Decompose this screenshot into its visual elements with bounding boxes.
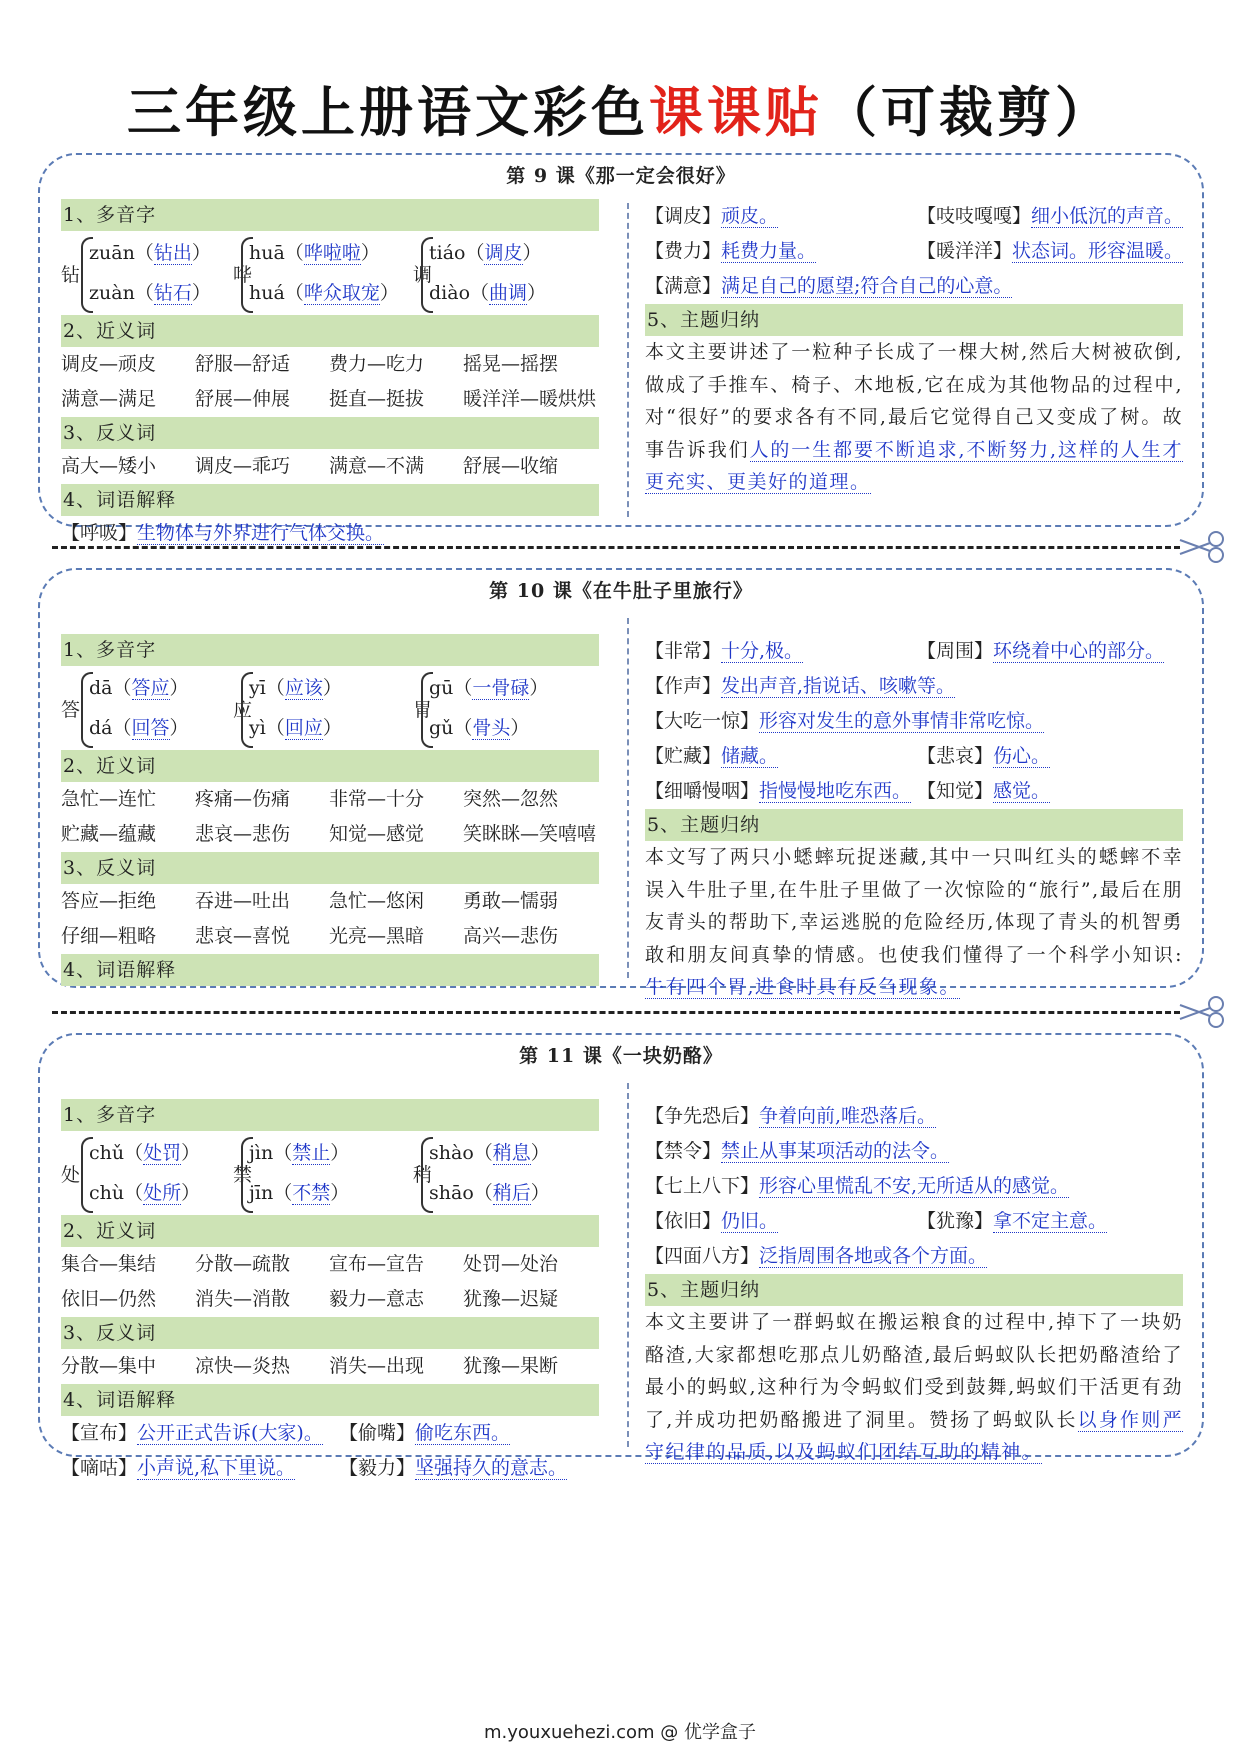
definition-text: 争着向前,唯恐落后。 (759, 1105, 937, 1127)
definition-item (917, 634, 1183, 669)
pinyin: gū（ (429, 677, 473, 699)
bracket-close: ） (530, 1142, 550, 1164)
synonym-row (61, 382, 599, 417)
definition-row (645, 1169, 1183, 1204)
scissors-icon (1176, 530, 1230, 564)
example-word: 答应 (131, 677, 170, 699)
pinyin-line (89, 710, 189, 746)
definition-text: 顽皮。 (721, 205, 779, 227)
definition-text: 拿不定主意。 (993, 1210, 1108, 1232)
example-word: 一骨碌 (472, 677, 530, 699)
definition-term: 【大吃一惊】 (645, 710, 760, 732)
section-header-polyphonic: 1、多音字 (61, 1099, 599, 1131)
example-word: 应该 (284, 677, 323, 699)
definition-row (645, 739, 1183, 774)
definition-term: 【周围】 (917, 640, 994, 662)
example-word: 回答 (131, 717, 170, 739)
definition-text: 指慢慢地吃东西。 (759, 780, 912, 802)
synonym-pair: 笑眯眯—笑嘻嘻 (463, 823, 597, 845)
antonym-pair: 光亮—黑暗 (329, 925, 425, 947)
definition-item (917, 774, 1183, 809)
definition-item (645, 774, 917, 809)
pinyin-line (249, 670, 342, 706)
antonym-pair: 勇敢—懦弱 (463, 890, 559, 912)
pinyin: jìn（ (249, 1142, 293, 1164)
bracket-close: ） (527, 282, 547, 304)
antonym-row (61, 1349, 599, 1384)
definition-item (645, 1099, 936, 1134)
definition-term: 【呼吸】 (61, 522, 138, 544)
example-word: 稍后 (492, 1182, 531, 1204)
pinyin-line (429, 1175, 550, 1211)
definition-term: 【四面八方】 (645, 1245, 760, 1267)
definition-text: 生物体与外界进行气体交换。 (137, 522, 385, 544)
lesson-card-10 (38, 568, 1204, 998)
example-word: 钻出 (153, 242, 192, 264)
definition-text: 环绕着中心的部分。 (993, 640, 1165, 662)
definition-text: 发出声音,指说话、咳嗽等。 (721, 675, 956, 697)
section-header-summary: 5、主题归纳 (645, 304, 1183, 336)
definition-item (917, 234, 1183, 269)
antonym-pair: 仔细—粗略 (61, 925, 157, 947)
synonym-pair: 犹豫—迟疑 (463, 1288, 559, 1310)
polyphonic-block (61, 1131, 599, 1215)
synonym-pair: 宣布—宣告 (329, 1253, 425, 1275)
bracket-close: ） (529, 677, 549, 699)
bracket-close: ） (360, 242, 380, 264)
definition-text: 满足自己的愿望;符合自己的心意。 (721, 275, 1013, 297)
example-word: 稍息 (492, 1142, 531, 1164)
pinyin: dā（ (89, 677, 132, 699)
definition-term: 【犹豫】 (917, 1210, 994, 1232)
definition-row (645, 1239, 1183, 1274)
antonym-row (61, 919, 599, 954)
definition-row (645, 199, 1183, 234)
antonym-pair: 急忙—悠闲 (329, 890, 425, 912)
pinyin-line (429, 1135, 550, 1171)
pinyin-line (89, 1135, 200, 1171)
polyphonic-block (61, 231, 599, 315)
example-word: 骨头 (472, 717, 511, 739)
definition-text: 状态词。形容温暖。 (1012, 240, 1184, 262)
pinyin-line (249, 1135, 349, 1171)
synonym-pair: 非常—十分 (329, 788, 425, 810)
summary-plain: 本文写了两只小蟋蟀玩捉迷藏,其中一只叫红头的蟋蟀不幸误入牛肚子里,在牛肚子里做了一次惊险的“旅行”,最后在朋友青头的帮助下,幸运逃脱的危险经历,体现了青头的机智勇敢和朋友间真挚的情感。也使我们懂得了一个科学小知识: (645, 846, 1183, 966)
definition-term: 【满意】 (645, 275, 722, 297)
column-divider (627, 618, 629, 978)
synonym-pair: 疼痛—伤痛 (195, 788, 291, 810)
polyphonic-char: 答 (61, 699, 81, 721)
synonym-row (61, 817, 599, 852)
antonym-pair: 舒展—收缩 (463, 455, 559, 477)
pinyin: zuàn（ (89, 282, 154, 304)
page-title: 三年级上册语文彩色课课贴（可裁剪） (127, 81, 1113, 144)
pinyin-line (89, 1175, 200, 1211)
pinyin-line (249, 710, 342, 746)
synonym-pair: 舒服—舒适 (195, 353, 291, 375)
bracket-close: ） (322, 717, 342, 739)
definition-item (339, 1416, 597, 1451)
antonym-row (61, 449, 599, 484)
lesson-title: 第 10 课《在牛肚子里旅行》 (489, 580, 753, 602)
pinyin: chǔ（ (89, 1142, 144, 1164)
definition-item (645, 739, 917, 774)
antonym-row (61, 884, 599, 919)
antonym-pair: 高大—矮小 (61, 455, 157, 477)
synonym-pair: 知觉—感觉 (329, 823, 425, 845)
summary-highlight: 牛有四个胃,进食时具有反刍现象。 (645, 976, 961, 998)
synonym-pair: 突然—忽然 (463, 788, 559, 810)
column-divider (627, 203, 629, 517)
polyphonic-char: 钻 (61, 264, 81, 286)
section-header-synonyms: 2、近义词 (61, 1215, 599, 1247)
left-column (61, 634, 599, 986)
right-column (645, 1099, 1183, 1469)
definition-text: 感觉。 (993, 780, 1051, 802)
synonym-pair: 摇晃—摇摆 (463, 353, 559, 375)
section-header-summary: 5、主题归纳 (645, 1274, 1183, 1306)
definition-item (645, 1239, 987, 1274)
definition-row (645, 1099, 1183, 1134)
bracket-close: ） (510, 717, 530, 739)
definition-item (339, 1451, 597, 1486)
example-word: 曲调 (489, 282, 528, 304)
pinyin-line (89, 235, 211, 271)
bracket-close: ） (191, 282, 211, 304)
definition-row (645, 269, 1183, 304)
definition-term: 【贮藏】 (645, 745, 722, 767)
definition-term: 【禁令】 (645, 1140, 722, 1162)
synonym-pair: 集合—集结 (61, 1253, 157, 1275)
summary-highlight: 人的一生都要不断追求,不断努力,这样的人生才更充实、更美好的道理。 (645, 438, 1183, 493)
right-column (645, 199, 1183, 499)
definition-item (61, 1416, 339, 1451)
synonym-pair: 消失—消散 (195, 1288, 291, 1310)
synonym-pair: 贮藏—蕴藏 (61, 823, 157, 845)
definition-term: 【细嚼慢咽】 (645, 780, 760, 802)
antonym-pair: 悲哀—喜悦 (195, 925, 291, 947)
antonym-pair: 调皮—乖巧 (195, 455, 291, 477)
lesson-title: 第 9 课《那一定会很好》 (506, 165, 736, 187)
definition-text: 泛指周围各地或各个方面。 (759, 1245, 988, 1267)
definition-text: 细小低沉的声音。 (1031, 205, 1184, 227)
scissors-icon (1176, 995, 1230, 1029)
definition-text: 禁止从事某项活动的法令。 (721, 1140, 950, 1162)
synonym-pair: 急忙—连忙 (61, 788, 157, 810)
definition-item (645, 634, 917, 669)
antonym-pair: 分散—集中 (61, 1355, 157, 1377)
lesson-card-11 (38, 1033, 1204, 1479)
section-header-definitions: 4、词语解释 (61, 954, 599, 986)
example-word: 禁止 (292, 1142, 331, 1164)
bracket-close: ） (330, 1142, 350, 1164)
right-column (645, 634, 1183, 1004)
definition-text: 耗费力量。 (721, 240, 817, 262)
definition-row (61, 1451, 599, 1486)
example-word: 哗众取宠 (303, 282, 380, 304)
cut-line (52, 1011, 1180, 1014)
pinyin-line (89, 670, 189, 706)
pinyin: shào（ (429, 1142, 493, 1164)
lesson-card-9 (38, 153, 1204, 544)
definition-term: 【暖洋洋】 (917, 240, 1013, 262)
section-header-antonyms: 3、反义词 (61, 852, 599, 884)
example-word: 钻石 (153, 282, 192, 304)
bracket-close: ） (181, 1182, 201, 1204)
polyphonic-block (61, 666, 599, 750)
antonym-pair: 消失—出现 (329, 1355, 425, 1377)
definition-item (61, 1451, 339, 1486)
synonym-row (61, 782, 599, 817)
synonym-pair: 依旧—仍然 (61, 1288, 157, 1310)
bracket-close: ） (522, 242, 542, 264)
definition-term: 【作声】 (645, 675, 722, 697)
example-word: 处所 (143, 1182, 182, 1204)
pinyin-line (429, 670, 548, 706)
definition-row (645, 1134, 1183, 1169)
definition-row (645, 1204, 1183, 1239)
section-header-summary: 5、主题归纳 (645, 809, 1183, 841)
definition-row (61, 1416, 599, 1451)
left-column (61, 199, 599, 551)
pinyin: huá（ (249, 282, 304, 304)
definition-row (645, 634, 1183, 669)
pinyin-line (249, 1175, 349, 1211)
left-column (61, 1099, 599, 1486)
definition-item (645, 269, 1012, 304)
polyphonic-char: 哗 (233, 264, 253, 286)
section-header-synonyms: 2、近义词 (61, 315, 599, 347)
bracket-close: ） (379, 282, 399, 304)
definition-text: 形容对发生的意外事情非常吃惊。 (759, 710, 1045, 732)
definition-row (645, 704, 1183, 739)
pinyin: yì（ (249, 717, 285, 739)
example-word: 不禁 (292, 1182, 331, 1204)
bracket-close: ） (191, 242, 211, 264)
antonym-pair: 吞进—吐出 (195, 890, 291, 912)
pinyin: chù（ (89, 1182, 144, 1204)
definition-text: 伤心。 (993, 745, 1051, 767)
definition-item (645, 704, 1044, 739)
definition-item (917, 739, 1183, 774)
definition-row (645, 234, 1183, 269)
pinyin: yī（ (249, 677, 285, 699)
summary-plain: 本文主要讲述了一粒种子长成了一棵大树,然后大树被砍倒,做成了手推车、椅子、木地板,它在成为其他物品的过程中,对“很好”的要求各有不同,最后它觉得自己又变成了树。故事告诉我们 (645, 341, 1183, 461)
definition-item (645, 1204, 917, 1239)
cut-line (52, 546, 1180, 549)
lesson-title: 第 11 课《一块奶酪》 (519, 1045, 723, 1067)
definition-item (645, 1169, 1069, 1204)
pinyin-line (429, 710, 529, 746)
section-header-antonyms: 3、反义词 (61, 1317, 599, 1349)
antonym-pair: 凉快—炎热 (195, 1355, 291, 1377)
definition-term: 【毅力】 (339, 1457, 416, 1479)
bracket-close: ） (322, 677, 342, 699)
section-header-polyphonic: 1、多音字 (61, 634, 599, 666)
pinyin-line (429, 235, 542, 271)
pinyin: dá（ (89, 717, 132, 739)
definition-term: 【调皮】 (645, 205, 722, 227)
synonym-pair: 悲哀—悲伤 (195, 823, 291, 845)
polyphonic-char: 稍 (413, 1164, 433, 1186)
definition-term: 【知觉】 (917, 780, 994, 802)
definition-item (645, 234, 917, 269)
polyphonic-char: 禁 (233, 1164, 253, 1186)
example-word: 处罚 (143, 1142, 182, 1164)
antonym-pair: 答应—拒绝 (61, 890, 157, 912)
example-word: 调皮 (484, 242, 523, 264)
antonym-pair: 满意—不满 (329, 455, 425, 477)
pinyin: jīn（ (249, 1182, 293, 1204)
synonym-pair: 满意—满足 (61, 388, 157, 410)
definition-item (645, 669, 955, 704)
definition-term: 【偷嘴】 (339, 1422, 416, 1444)
definition-term: 【争先恐后】 (645, 1105, 760, 1127)
polyphonic-char: 应 (233, 699, 253, 721)
synonym-row (61, 347, 599, 382)
definition-row (645, 774, 1183, 809)
synonym-row (61, 1282, 599, 1317)
pinyin: shāo（ (429, 1182, 493, 1204)
bracket-close: ） (181, 1142, 201, 1164)
synonym-row (61, 1247, 599, 1282)
definition-item (645, 199, 917, 234)
definition-term: 【费力】 (645, 240, 722, 262)
definition-term: 【悲哀】 (917, 745, 994, 767)
definition-text: 坚强持久的意志。 (415, 1457, 568, 1479)
definition-term: 【宣布】 (61, 1422, 138, 1444)
summary-plain: 本文主要讲了一群蚂蚁在搬运粮食的过程中,掉下了一块奶酪渣,大家都想吃那点儿奶酪渣,最后蚂蚁队长把奶酪渣给了最小的蚂蚁,这种行为令蚂蚁们受到鼓舞,蚂蚁们干活更有劲了,并成功把奶酪搬进了洞里。赞扬了蚂蚁队长 (645, 1311, 1183, 1431)
synonym-pair: 分散—疏散 (195, 1253, 291, 1275)
antonym-pair: 犹豫—果断 (463, 1355, 559, 1377)
section-header-polyphonic: 1、多音字 (61, 199, 599, 231)
synonym-pair: 毅力—意志 (329, 1288, 425, 1310)
bracket-close: ） (169, 677, 189, 699)
definition-term: 【依旧】 (645, 1210, 722, 1232)
example-word: 哗啦啦 (303, 242, 361, 264)
example-word: 回应 (284, 717, 323, 739)
pinyin: zuān（ (89, 242, 154, 264)
pinyin-line (89, 275, 211, 311)
definition-text: 十分,极。 (721, 640, 804, 662)
section-header-definitions: 4、词语解释 (61, 1384, 599, 1416)
synonym-pair: 费力—吃力 (329, 353, 425, 375)
definition-item (645, 1134, 949, 1169)
pinyin: tiáo（ (429, 242, 485, 264)
pinyin: huā（ (249, 242, 304, 264)
polyphonic-char: 胃 (413, 699, 433, 721)
pinyin-line (249, 275, 399, 311)
bracket-close: ） (530, 1182, 550, 1204)
definition-text: 偷吃东西。 (415, 1422, 511, 1444)
definition-term: 【吱吱嘎嘎】 (917, 205, 1032, 227)
pinyin-line (249, 235, 380, 271)
synonym-pair: 暖洋洋—暖烘烘 (463, 388, 597, 410)
bracket-close: ） (169, 717, 189, 739)
pinyin: diào（ (429, 282, 490, 304)
definition-term: 【非常】 (645, 640, 722, 662)
column-divider (627, 1083, 629, 1447)
definition-text: 公开正式告诉(大家)。 (137, 1422, 323, 1444)
section-header-synonyms: 2、近义词 (61, 750, 599, 782)
summary-text (645, 1306, 1183, 1469)
summary-text (645, 841, 1183, 1004)
synonym-pair: 调皮—顽皮 (61, 353, 157, 375)
definition-item (917, 199, 1183, 234)
footer-credit: m.youxuehezi.com @ 优学盒子 (483, 1722, 756, 1743)
definition-text: 小声说,私下里说。 (137, 1457, 296, 1479)
section-header-antonyms: 3、反义词 (61, 417, 599, 449)
antonym-pair: 高兴—悲伤 (463, 925, 559, 947)
definition-term: 【嘀咕】 (61, 1457, 138, 1479)
definition-text: 形容心里慌乱不安,无所适从的感觉。 (759, 1175, 1070, 1197)
definition-row (645, 669, 1183, 704)
summary-text (645, 336, 1183, 499)
section-header-definitions: 4、词语解释 (61, 484, 599, 516)
pinyin-line (429, 275, 546, 311)
polyphonic-char: 调 (413, 264, 433, 286)
summary-highlight: 以身作则严守纪律的品质,以及蚂蚁们团结互助的精神。 (645, 1408, 1183, 1463)
definition-item (917, 1204, 1183, 1239)
polyphonic-char: 处 (61, 1164, 81, 1186)
definition-term: 【七上八下】 (645, 1175, 760, 1197)
pinyin: gǔ（ (429, 717, 473, 739)
definition-text: 储藏。 (721, 745, 779, 767)
synonym-pair: 挺直—挺拔 (329, 388, 425, 410)
bracket-close: ） (330, 1182, 350, 1204)
synonym-pair: 处罚—处治 (463, 1253, 559, 1275)
definition-text: 仍旧。 (721, 1210, 779, 1232)
synonym-pair: 舒展—伸展 (195, 388, 291, 410)
